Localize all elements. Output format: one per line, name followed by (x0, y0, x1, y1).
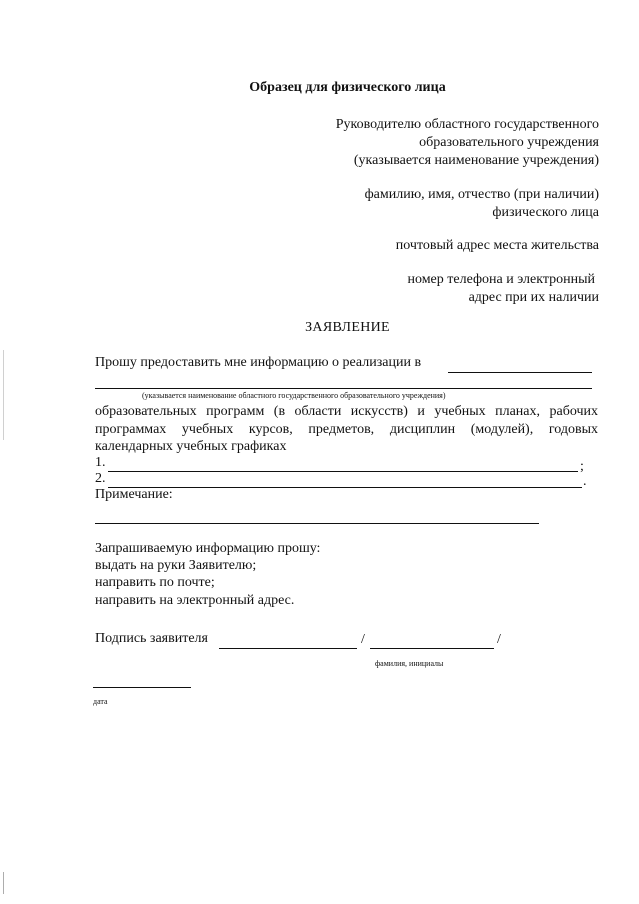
item-1-end: ; (580, 459, 584, 474)
note-blank (95, 523, 539, 524)
item-1-number: 1. (95, 455, 106, 470)
delivery-option-3: направить на электронный адрес. (95, 593, 295, 608)
recipient-line-3: (указывается наименование учреждения) (353, 153, 599, 168)
note-label: Примечание: (95, 487, 173, 502)
signature-label: Подпись заявителя (95, 631, 208, 646)
recipient-line-1: Руководителю областного государственного (335, 117, 599, 132)
date-label: дата (93, 697, 108, 706)
address-line: почтовый адрес места жительства (395, 238, 599, 253)
contacts-line-1: номер телефона и электронный (407, 272, 595, 287)
item-2-end: . (583, 474, 587, 489)
contacts-line-2: адрес при их наличии (468, 290, 599, 305)
signature-slash-1: / (361, 632, 365, 647)
document-title: Образец для физического лица (249, 80, 446, 95)
fio-line-2: физического лица (492, 205, 599, 220)
recipient-line-2: образовательного учреждения (419, 135, 599, 150)
item-1-blank (108, 471, 578, 472)
item-2-number: 2. (95, 471, 106, 486)
paragraph-line-2: программах учебных курсов, предметов, дисциплин (модулей), годовых (95, 422, 598, 437)
paragraph-line-1: образовательных программ (в области искусств) и учебных планах, рабочих (95, 404, 598, 419)
institution-blank-1 (448, 372, 592, 373)
name-blank (370, 648, 494, 649)
delivery-intro: Запрашиваемую информацию прошу: (95, 541, 321, 556)
delivery-option-1: выдать на руки Заявителю; (95, 558, 257, 573)
fio-line-1: фамилию, имя, отчество (при наличии) (364, 187, 599, 202)
signature-blank (219, 648, 357, 649)
institution-blank-2 (95, 388, 592, 389)
scan-edge-mark (3, 350, 4, 440)
institution-hint: (указывается наименование областного государственного образовательного учреждения) (142, 391, 446, 400)
item-2-blank (108, 487, 582, 488)
signature-slash-2: / (497, 632, 501, 647)
statement-heading: ЗАЯВЛЕНИЕ (305, 320, 390, 335)
name-hint: фамилия, инициалы (375, 659, 444, 668)
delivery-option-2: направить по почте; (95, 575, 215, 590)
date-blank (93, 687, 191, 688)
request-line: Прошу предоставить мне информацию о реализации в (95, 355, 422, 370)
scan-edge-mark-bottom (3, 872, 4, 894)
paragraph-line-3: календарных учебных графиках (95, 439, 287, 454)
